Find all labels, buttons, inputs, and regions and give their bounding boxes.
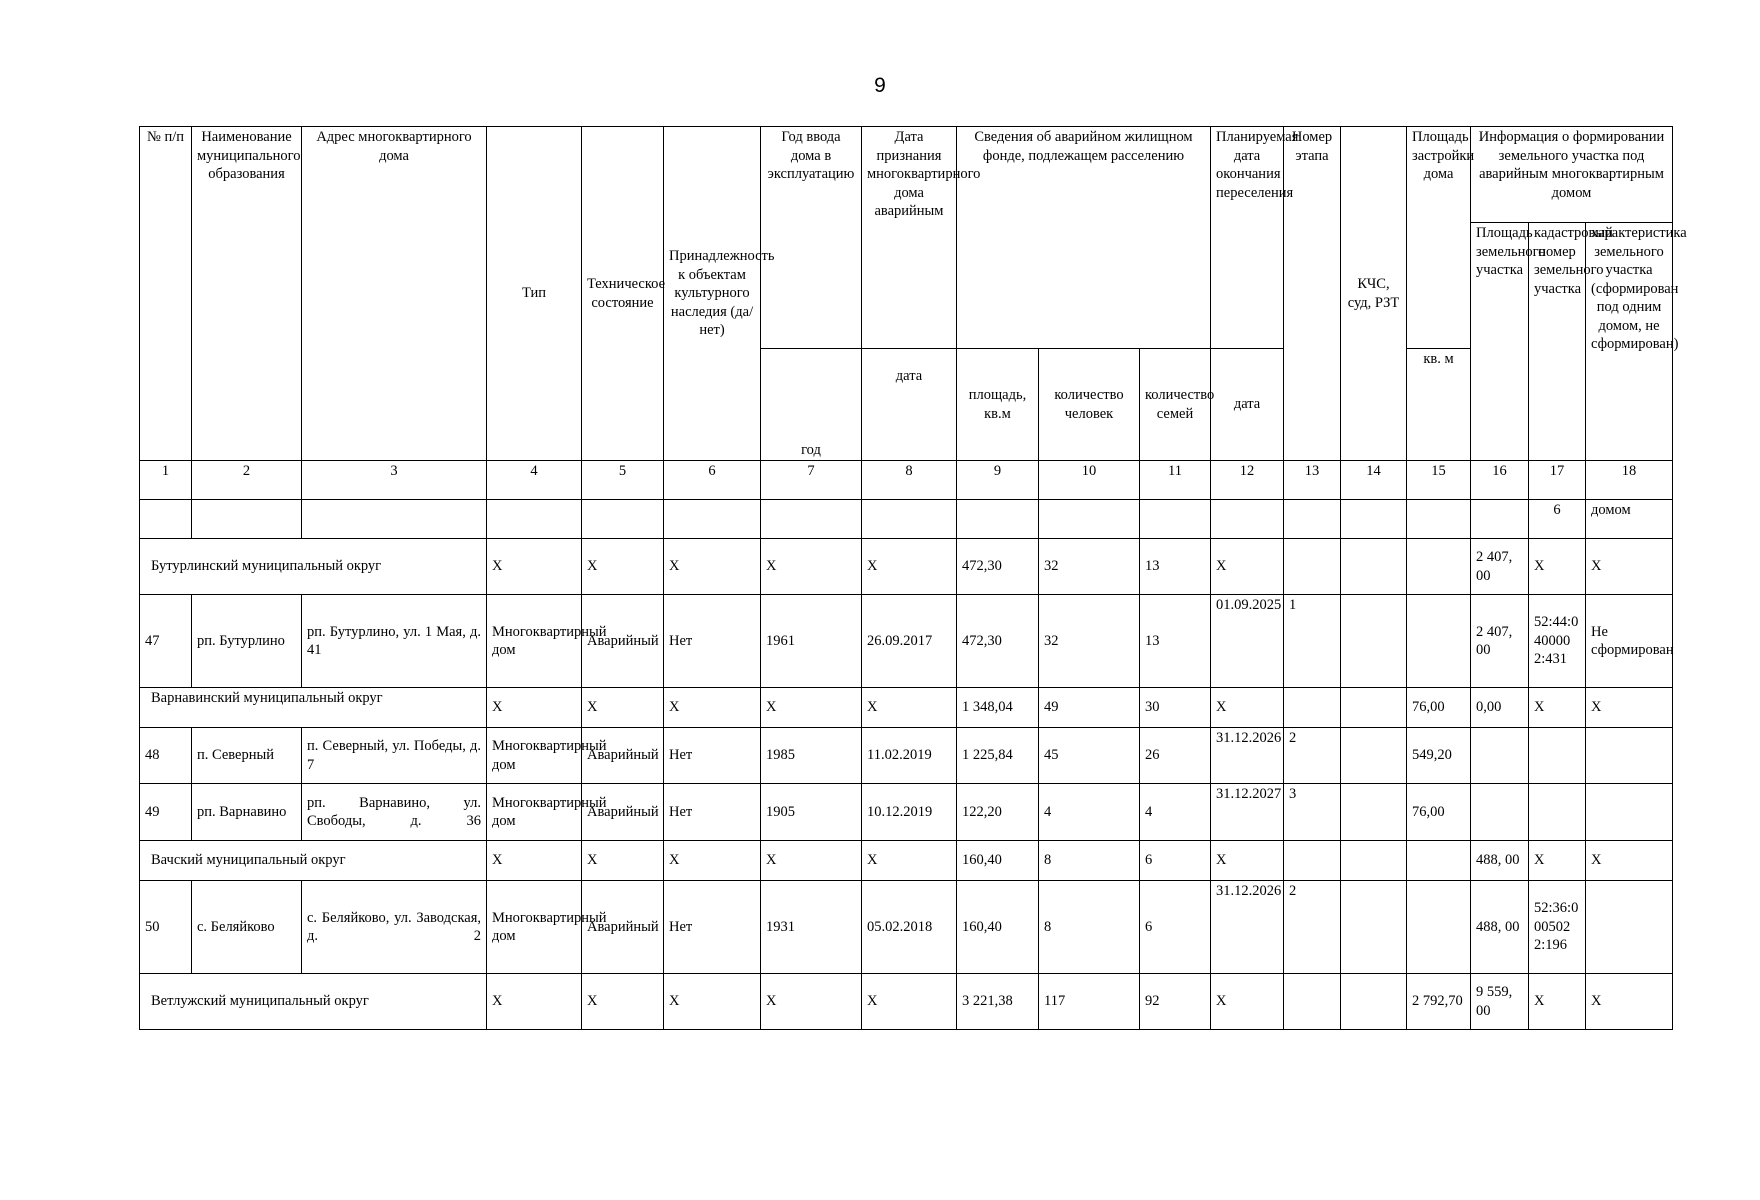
cell: X [582, 688, 664, 728]
cell: 26 [1140, 728, 1211, 784]
cell [1407, 881, 1471, 974]
cell: 0,00 [1471, 688, 1529, 728]
cell: 49 [140, 784, 192, 841]
header-building-area: Площадь застройки дома [1407, 127, 1471, 349]
cell [1284, 974, 1341, 1030]
cell: X [761, 539, 862, 595]
cell: X [664, 539, 761, 595]
cell: 32 [1039, 539, 1140, 595]
header-planned-date: Планируемая дата окончания переселения [1211, 127, 1284, 349]
cell: 01.09.2025 [1211, 595, 1284, 688]
cell: 11.02.2019 [862, 728, 957, 784]
cell: 76,00 [1407, 688, 1471, 728]
col-number: 2 [192, 461, 302, 500]
cell: 31.12.2026 [1211, 728, 1284, 784]
cell: Аварийный [582, 595, 664, 688]
unit-year: год [761, 349, 862, 461]
col-number: 10 [1039, 461, 1140, 500]
col-number: 18 [1586, 461, 1673, 500]
cell: X [761, 688, 862, 728]
cell: Многоквартирный дом [487, 728, 582, 784]
unit-families: количество семей [1140, 349, 1211, 461]
cell [1341, 841, 1407, 881]
cell: 8 [1039, 841, 1140, 881]
cell [1341, 595, 1407, 688]
cell: с. Беляйково [192, 881, 302, 974]
cell: с. Беляйково, ул. Заводская, д. 2 [302, 881, 487, 974]
cell: 31.12.2026 [1211, 881, 1284, 974]
table-row [140, 728, 1673, 784]
cell: X [862, 974, 957, 1030]
header-cultural-heritage: Принадлежность к объектам культурного наследия (да/нет) [664, 127, 761, 461]
cell: X [1211, 539, 1284, 595]
cell: 488, 00 [1471, 881, 1529, 974]
carryover-cell: 6 [1529, 500, 1586, 539]
cell [1407, 539, 1471, 595]
col-number: 4 [487, 461, 582, 500]
column-number-row [140, 461, 1673, 500]
cell: 9 559, 00 [1471, 974, 1529, 1030]
cell: 48 [140, 728, 192, 784]
cell: X [664, 688, 761, 728]
cell: X [1586, 688, 1673, 728]
cell [1586, 784, 1673, 841]
cell: X [487, 688, 582, 728]
header-number: № п/п [140, 127, 192, 461]
cell: 2 [1284, 728, 1341, 784]
cell: 3 221,38 [957, 974, 1039, 1030]
cell: 26.09.2017 [862, 595, 957, 688]
cell: 472,30 [957, 539, 1039, 595]
cell: Нет [664, 881, 761, 974]
emergency-housing-table [139, 126, 1687, 1030]
header-year-commissioned: Год ввода дома в эксплуатацию [761, 127, 862, 349]
header-emergency-date: Дата признания многоквартирного дома аварийным [862, 127, 957, 349]
col-number: 17 [1529, 461, 1586, 500]
cell [1471, 728, 1529, 784]
group-label: Варнавинский муниципальный округ [140, 688, 487, 728]
cell [1529, 728, 1586, 784]
cell: 47 [140, 595, 192, 688]
cell: 76,00 [1407, 784, 1471, 841]
cell: 31.12.2027 [1211, 784, 1284, 841]
cell: 2 [1284, 881, 1341, 974]
col-number: 3 [302, 461, 487, 500]
col-number: 9 [957, 461, 1039, 500]
cell: 1 225,84 [957, 728, 1039, 784]
cell [1407, 841, 1471, 881]
cell: 45 [1039, 728, 1140, 784]
cell: Аварийный [582, 881, 664, 974]
cell [1341, 881, 1407, 974]
cell: 549,20 [1407, 728, 1471, 784]
table-row [140, 784, 1673, 841]
cell: 6 [1140, 881, 1211, 974]
group-row-vetluga [140, 974, 1673, 1030]
cell: 4 [1039, 784, 1140, 841]
group-row-vacha [140, 841, 1673, 881]
cell: X [761, 974, 862, 1030]
cell: 1985 [761, 728, 862, 784]
cell [1341, 784, 1407, 841]
header-address: Адрес многоквартирного дома [302, 127, 487, 461]
page-number: 9 [874, 74, 886, 97]
cell: 160,40 [957, 881, 1039, 974]
cell: Нет [664, 595, 761, 688]
cell: 32 [1039, 595, 1140, 688]
cell: Многоквартирный дом [487, 595, 582, 688]
unit-area: площадь, кв.м [957, 349, 1039, 461]
cell: 52:36:0005022:196 [1529, 881, 1586, 974]
cell: 13 [1140, 539, 1211, 595]
cell: X [862, 539, 957, 595]
cell: Не сформирован [1586, 595, 1673, 688]
cell: 05.02.2018 [862, 881, 957, 974]
cell: Аварийный [582, 784, 664, 841]
cell: X [862, 688, 957, 728]
col-number: 6 [664, 461, 761, 500]
header-stage-number: Номер этапа [1284, 127, 1341, 461]
cell: X [487, 841, 582, 881]
cell: X [761, 841, 862, 881]
cell: Нет [664, 728, 761, 784]
unit-sqm-building: кв. м [1407, 349, 1471, 461]
header-land-plot-info: Информация о формировании земельного участка под аварийным многоквартирным домом [1471, 127, 1673, 223]
col-number: 5 [582, 461, 664, 500]
cell [1407, 595, 1471, 688]
cell: 4 [1140, 784, 1211, 841]
cell [1586, 881, 1673, 974]
group-label: Бутурлинский муниципальный округ [140, 539, 487, 595]
group-label: Ветлужский муниципальный округ [140, 974, 487, 1030]
header-municipality: Наименование муниципального образования [192, 127, 302, 461]
col-number: 1 [140, 461, 192, 500]
carryover-row [140, 500, 1673, 539]
col-number: 16 [1471, 461, 1529, 500]
cell: X [582, 974, 664, 1030]
cell [1284, 841, 1341, 881]
cell [1284, 539, 1341, 595]
cell: п. Северный, ул. Победы, д. 7 [302, 728, 487, 784]
header-technical-state: Техническое состояние [582, 127, 664, 461]
cell: 2 407, 00 [1471, 539, 1529, 595]
unit-planned-date: дата [1211, 349, 1284, 461]
cell: рп. Варнавино [192, 784, 302, 841]
cell [1341, 974, 1407, 1030]
cell [1341, 539, 1407, 595]
cell: Многоквартирный дом [487, 784, 582, 841]
cell: 92 [1140, 974, 1211, 1030]
header-land-area: Площадь земельного участка [1471, 223, 1529, 461]
cell: X [582, 539, 664, 595]
cell: 50 [140, 881, 192, 974]
cell: Нет [664, 784, 761, 841]
cell: X [1529, 841, 1586, 881]
cell: 8 [1039, 881, 1140, 974]
unit-date: дата [862, 349, 957, 461]
cell: 1 348,04 [957, 688, 1039, 728]
col-number: 15 [1407, 461, 1471, 500]
cell: 10.12.2019 [862, 784, 957, 841]
cell: X [487, 539, 582, 595]
cell: 2 407, 00 [1471, 595, 1529, 688]
header-type: Тип [487, 127, 582, 461]
cell: рп. Варнавино, ул. Свободы, д. 36 [302, 784, 487, 841]
cell: X [1586, 841, 1673, 881]
cell: рп. Бутурлино [192, 595, 302, 688]
group-row-buturlino [140, 539, 1673, 595]
cell [1284, 688, 1341, 728]
cell: 160,40 [957, 841, 1039, 881]
table-row [140, 595, 1673, 688]
cell: п. Северный [192, 728, 302, 784]
cell [1529, 784, 1586, 841]
group-row-varnavino [140, 688, 1673, 728]
cell: Аварийный [582, 728, 664, 784]
cell: X [1211, 688, 1284, 728]
group-label: Вачский муниципальный округ [140, 841, 487, 881]
carryover-cell: домом [1586, 500, 1673, 539]
cell: 1 [1284, 595, 1341, 688]
cell [1341, 688, 1407, 728]
cell: X [582, 841, 664, 881]
cell: 2 792,70 [1407, 974, 1471, 1030]
unit-persons: количество человек [1039, 349, 1140, 461]
cell [1471, 784, 1529, 841]
cell: X [664, 841, 761, 881]
cell: 13 [1140, 595, 1211, 688]
cell: 6 [1140, 841, 1211, 881]
cell: Многоквартирный дом [487, 881, 582, 974]
header-kchs: КЧС, суд, РЗТ [1341, 127, 1407, 461]
cell: X [1529, 974, 1586, 1030]
cell: 1961 [761, 595, 862, 688]
cell: X [862, 841, 957, 881]
cell: 122,20 [957, 784, 1039, 841]
cell: X [1211, 974, 1284, 1030]
col-number: 11 [1140, 461, 1211, 500]
cell: X [1529, 688, 1586, 728]
cell: X [664, 974, 761, 1030]
cell: 117 [1039, 974, 1140, 1030]
cell: 3 [1284, 784, 1341, 841]
cell: 1905 [761, 784, 862, 841]
header-cadastral-number: кадастровый номер земельного участка [1529, 223, 1586, 461]
col-number: 12 [1211, 461, 1284, 500]
cell: 30 [1140, 688, 1211, 728]
cell: X [1586, 539, 1673, 595]
col-number: 7 [761, 461, 862, 500]
header-land-characteristic: характеристика земельного участка (сформирован под одним домом, не сформирован) [1586, 223, 1673, 461]
cell: 488, 00 [1471, 841, 1529, 881]
cell: 49 [1039, 688, 1140, 728]
cell: X [487, 974, 582, 1030]
cell: X [1529, 539, 1586, 595]
cell: X [1586, 974, 1673, 1030]
col-number: 13 [1284, 461, 1341, 500]
cell: 472,30 [957, 595, 1039, 688]
col-number: 8 [862, 461, 957, 500]
header-emergency-fund: Сведения об аварийном жилищном фонде, подлежащем расселению [957, 127, 1211, 349]
cell [1586, 728, 1673, 784]
table-row [140, 881, 1673, 974]
cell: X [1211, 841, 1284, 881]
col-number: 14 [1341, 461, 1407, 500]
cell: 1931 [761, 881, 862, 974]
cell: 52:44:0400002:431 [1529, 595, 1586, 688]
cell: рп. Бутурлино, ул. 1 Мая, д. 41 [302, 595, 487, 688]
cell [1341, 728, 1407, 784]
